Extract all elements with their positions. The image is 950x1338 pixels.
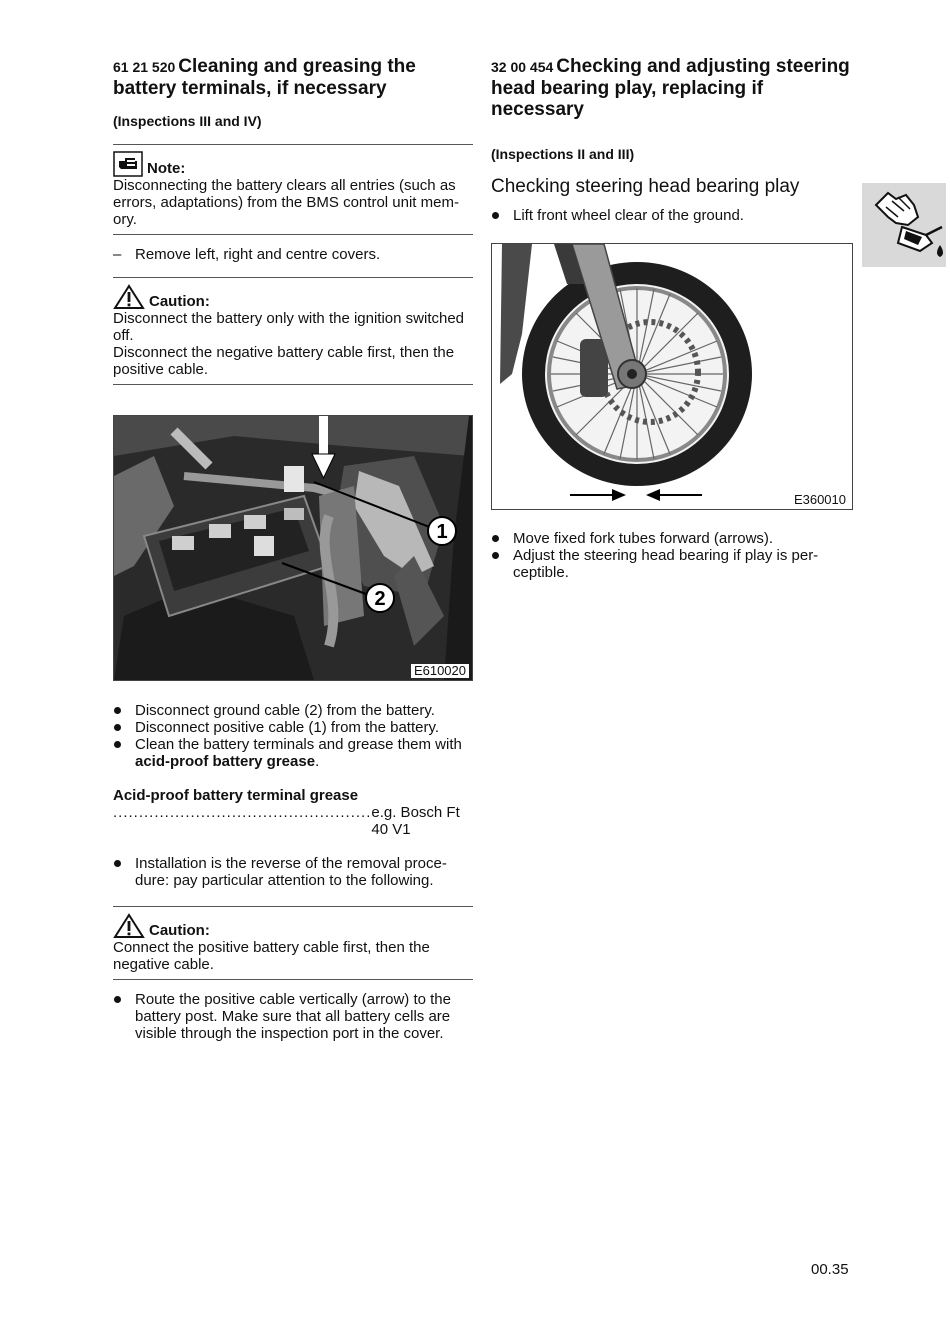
section-heading-steering <box>491 56 851 120</box>
figure-code: E610020 <box>411 664 469 678</box>
step-text: Remove left, right and centre covers. <box>135 246 381 263</box>
section-number: 61 21 520 <box>113 59 176 75</box>
spec-dots: .................................................. <box>113 804 372 821</box>
disconnect-bullets <box>113 702 473 770</box>
list-item <box>113 991 473 1042</box>
dash-marker: – <box>113 246 122 263</box>
install-bullet <box>113 855 473 889</box>
note-hand-icon <box>113 151 143 177</box>
list-item <box>113 702 473 719</box>
inspection-label: (Inspections III and IV) <box>113 113 262 129</box>
subheading: Checking steering head bearing play <box>491 176 800 197</box>
caution-title-row <box>113 911 473 939</box>
inspection-label: (Inspections II and III) <box>491 146 635 162</box>
page-number: 00.35 <box>811 1261 849 1278</box>
section-tab <box>862 183 946 267</box>
fork-bullets <box>491 530 851 581</box>
section-number: 32 00 454 <box>491 59 554 75</box>
wheel-photo <box>492 244 852 509</box>
right-column <box>491 56 851 581</box>
spec-line <box>113 804 473 838</box>
left-column <box>113 56 473 1042</box>
spec-value: e.g. Bosch Ft 40 V1 <box>371 804 460 838</box>
bullet-dot <box>491 207 513 224</box>
bullet-text: Route the positive cable vertically (arrow) to the battery post. Make sure that all battery cells are visible through the inspection port in the cover. <box>135 991 451 1042</box>
caution-line: Disconnect the battery only with the ignition switched off. <box>113 310 465 344</box>
bullet-dot <box>113 719 135 736</box>
callout-2: 2 <box>374 588 386 610</box>
list-item <box>491 207 851 224</box>
grease-name: acid-proof battery grease <box>135 753 316 770</box>
section-title: Cleaning and greasing the battery terminals, if necessary <box>113 56 416 99</box>
hand-oil-can-icon <box>862 183 946 267</box>
lift-bullet <box>491 207 851 224</box>
note-title: Note: <box>147 160 186 177</box>
bullet-text <box>135 736 473 770</box>
callout-1: 1 <box>436 521 448 543</box>
warning-triangle-icon <box>113 284 145 310</box>
bullet-text: Disconnect positive cable (1) from the battery. <box>135 719 440 736</box>
clean-text: Clean the battery terminals and grease them with <box>135 736 462 753</box>
caution-title: Caution: <box>149 922 210 939</box>
list-item <box>113 719 473 736</box>
section-heading-battery <box>113 56 473 99</box>
bullet-dot <box>113 736 135 770</box>
caution-line: Disconnect the negative battery cable first, then the positive cable. <box>113 344 455 378</box>
caution-box-2 <box>113 906 473 980</box>
list-item <box>113 736 473 770</box>
spec-title: Acid-proof battery terminal grease <box>113 787 359 804</box>
route-bullet <box>113 991 473 1042</box>
warning-triangle-icon <box>113 913 145 939</box>
bullet-text: Installation is the reverse of the removal proce-dure: pay particular attention to the following. <box>135 855 447 889</box>
caution-title: Caution: <box>149 293 210 310</box>
note-box <box>113 144 473 235</box>
bullet-text: Lift front wheel clear of the ground. <box>513 207 744 224</box>
section-title: Checking and adjusting steering head bearing play, replacing if necessary <box>491 56 850 120</box>
battery-photo <box>114 416 472 680</box>
step-remove-covers <box>113 246 473 263</box>
bullet-text: Move fixed fork tubes forward (arrows). <box>513 530 774 547</box>
bullet-dot <box>113 702 135 719</box>
bullet-dot <box>113 991 135 1042</box>
caution-box-1 <box>113 277 473 385</box>
figure-code: E360010 <box>791 493 849 507</box>
battery-figure <box>113 415 473 681</box>
bullet-dot <box>491 530 513 547</box>
bullet-text: Disconnect ground cable (2) from the battery. <box>135 702 435 719</box>
bullet-text: Adjust the steering head bearing if play is per-ceptible. <box>513 547 819 581</box>
caution-title-row <box>113 282 473 310</box>
bullet-dot <box>491 547 513 581</box>
wheel-figure <box>491 243 853 510</box>
list-item <box>491 530 851 547</box>
list-item <box>491 547 851 581</box>
clean-end: . <box>315 753 320 770</box>
bullet-dot <box>113 855 135 889</box>
note-text: Disconnecting the battery clears all entries (such as errors, adaptations) from the BMS control unit mem-ory. <box>113 177 459 228</box>
note-title-row <box>113 149 473 177</box>
caution-text: Connect the positive battery cable first, then the negative cable. <box>113 939 430 973</box>
list-item <box>113 855 473 889</box>
